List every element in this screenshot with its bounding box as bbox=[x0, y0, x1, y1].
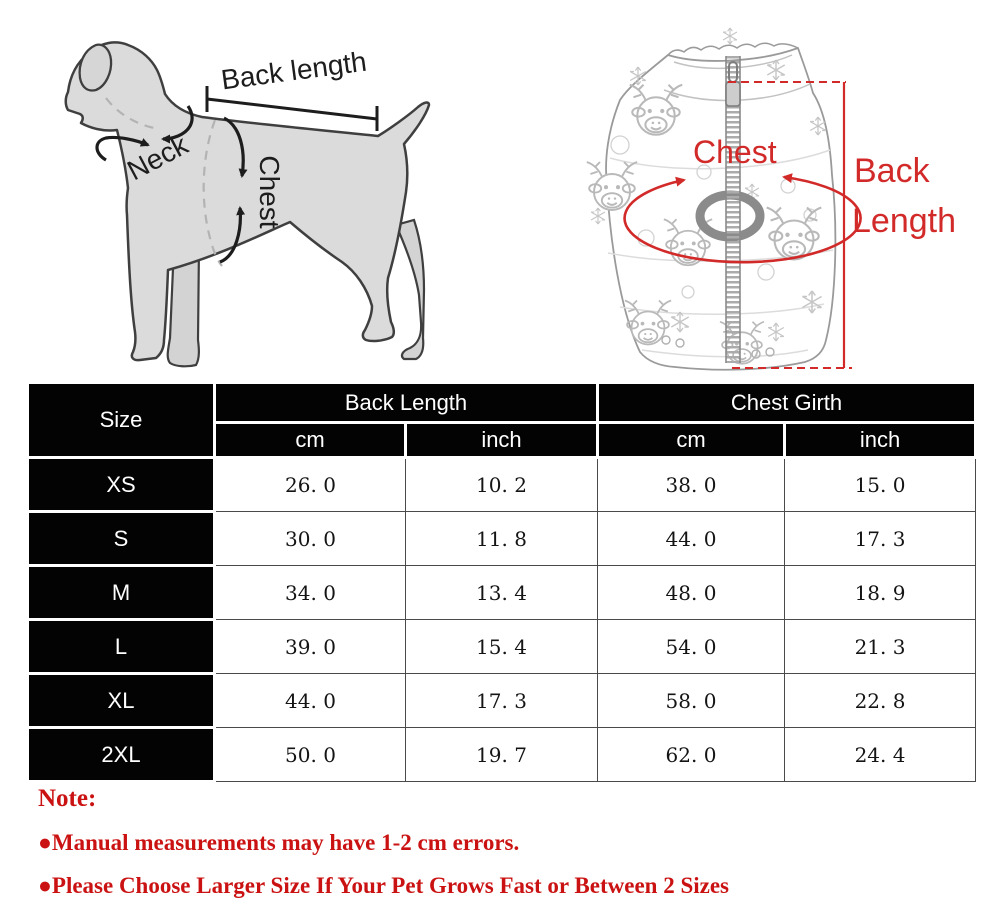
vest-back-length-label-line1: Back bbox=[854, 152, 930, 190]
back-length-inch-value: 17. 3 bbox=[406, 674, 598, 728]
chest-girth-inch-value: 15. 0 bbox=[785, 458, 976, 512]
size-label: M bbox=[28, 566, 215, 620]
chest-girth-inch-value: 22. 8 bbox=[785, 674, 976, 728]
back-length-group-header: Back Length bbox=[215, 383, 598, 423]
chest-girth-cm-value: 48. 0 bbox=[598, 566, 785, 620]
size-label: L bbox=[28, 620, 215, 674]
size-chart-table bbox=[26, 381, 977, 783]
chest-girth-inch-value: 21. 3 bbox=[785, 620, 976, 674]
size-label: XL bbox=[28, 674, 215, 728]
notes-section bbox=[38, 786, 729, 897]
back-length-inch-value: 19. 7 bbox=[406, 728, 598, 782]
note-item-measure-error: ●Manual measurements may have 1-2 cm errors. bbox=[38, 830, 520, 855]
chest-girth-cm-header: cm bbox=[598, 423, 785, 458]
chest-girth-cm-value: 44. 0 bbox=[598, 512, 785, 566]
chest-girth-inch-value: 17. 3 bbox=[785, 512, 976, 566]
back-length-cm-value: 39. 0 bbox=[215, 620, 406, 674]
chest-girth-inch-value: 18. 9 bbox=[785, 566, 976, 620]
size-label: 2XL bbox=[28, 728, 215, 782]
chest-girth-cm-value: 38. 0 bbox=[598, 458, 785, 512]
back-length-inch-value: 15. 4 bbox=[406, 620, 598, 674]
table-row-m bbox=[28, 566, 976, 620]
back-length-cm-header: cm bbox=[215, 423, 406, 458]
table-row-2xl bbox=[28, 728, 976, 782]
back-length-inch-value: 13. 4 bbox=[406, 566, 598, 620]
dog-neck-label: Neck bbox=[122, 128, 193, 187]
chest-girth-inch-value: 24. 4 bbox=[785, 728, 976, 782]
back-length-cm-value: 26. 0 bbox=[215, 458, 406, 512]
size-label: XS bbox=[28, 458, 215, 512]
back-length-inch-value: 10. 2 bbox=[406, 458, 598, 512]
chest-girth-group-header: Chest Girth bbox=[598, 383, 976, 423]
table-row-xs bbox=[28, 458, 976, 512]
table-row-s bbox=[28, 512, 976, 566]
vest-measurement-diagram bbox=[580, 10, 1000, 382]
vest-chest-label: Chest bbox=[693, 134, 777, 170]
back-length-cm-value: 44. 0 bbox=[215, 674, 406, 728]
chest-girth-cm-value: 62. 0 bbox=[598, 728, 785, 782]
back-length-cm-value: 30. 0 bbox=[215, 512, 406, 566]
note-item-choose-larger: ●Please Choose Larger Size If Your Pet Grows Fast or Between 2 Sizes bbox=[38, 873, 729, 898]
back-length-inch-header: inch bbox=[406, 423, 598, 458]
table-row-xl bbox=[28, 674, 976, 728]
back-length-cm-value: 50. 0 bbox=[215, 728, 406, 782]
dog-chest-label: Chest bbox=[254, 155, 285, 229]
size-label: S bbox=[28, 512, 215, 566]
table-row-l bbox=[28, 620, 976, 674]
chest-girth-inch-header: inch bbox=[785, 423, 976, 458]
chest-girth-cm-value: 54. 0 bbox=[598, 620, 785, 674]
chest-girth-cm-value: 58. 0 bbox=[598, 674, 785, 728]
dog-back-length-label: Back length bbox=[219, 45, 369, 96]
size-column-header: Size bbox=[28, 383, 215, 458]
vest-back-length-label-line2: Length bbox=[852, 202, 956, 240]
back-length-inch-value: 11. 8 bbox=[406, 512, 598, 566]
note-title: Note: bbox=[38, 785, 97, 812]
dog-measurement-diagram bbox=[10, 20, 510, 382]
back-length-cm-value: 34. 0 bbox=[215, 566, 406, 620]
